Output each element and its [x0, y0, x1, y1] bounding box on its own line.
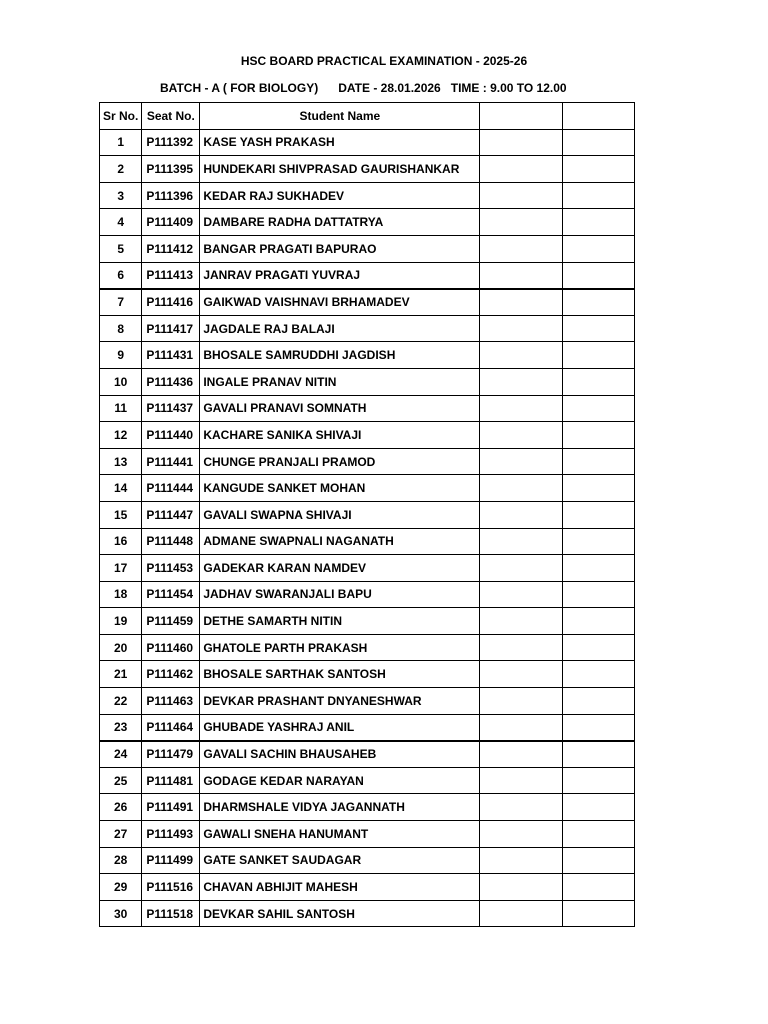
seat-no-cell: P111413	[142, 262, 200, 289]
student-name-cell: KANGUDE SANKET MOHAN	[200, 475, 480, 502]
header-blank-1	[480, 103, 563, 130]
table-row	[100, 794, 635, 821]
blank-cell-1	[480, 156, 563, 183]
blank-cell-1	[480, 608, 563, 635]
seat-no-cell: P111462	[142, 661, 200, 688]
sr-no-cell: 24	[100, 741, 142, 768]
blank-cell-2	[563, 688, 635, 715]
seat-no-cell: P111437	[142, 395, 200, 422]
blank-cell-1	[480, 289, 563, 316]
table-row	[100, 528, 635, 555]
table-row	[100, 395, 635, 422]
table-header-row	[100, 103, 635, 130]
sr-no-cell: 26	[100, 794, 142, 821]
sr-no-cell: 28	[100, 847, 142, 874]
student-name-cell: INGALE PRANAV NITIN	[200, 368, 480, 395]
blank-cell-1	[480, 448, 563, 475]
seat-no-cell: P111441	[142, 448, 200, 475]
blank-cell-2	[563, 741, 635, 768]
blank-cell-2	[563, 501, 635, 528]
sr-no-cell: 21	[100, 661, 142, 688]
blank-cell-1	[480, 262, 563, 289]
seat-no-cell: P111431	[142, 342, 200, 369]
sr-no-cell: 8	[100, 315, 142, 342]
table-row	[100, 422, 635, 449]
student-name-cell: KASE YASH PRAKASH	[200, 129, 480, 156]
seat-no-cell: P111436	[142, 368, 200, 395]
sr-no-cell: 22	[100, 688, 142, 715]
student-name-cell: DETHE SAMARTH NITIN	[200, 608, 480, 635]
student-name-cell: KACHARE SANIKA SHIVAJI	[200, 422, 480, 449]
blank-cell-1	[480, 475, 563, 502]
table-row	[100, 129, 635, 156]
blank-cell-1	[480, 315, 563, 342]
sr-no-cell: 3	[100, 182, 142, 209]
seat-no-cell: P111463	[142, 688, 200, 715]
seat-no-cell: P111454	[142, 581, 200, 608]
blank-cell-2	[563, 262, 635, 289]
seat-no-cell: P111444	[142, 475, 200, 502]
seat-no-cell: P111518	[142, 900, 200, 927]
student-name-cell: DEVKAR PRASHANT DNYANESHWAR	[200, 688, 480, 715]
seat-no-cell: P111396	[142, 182, 200, 209]
table-row	[100, 741, 635, 768]
blank-cell-1	[480, 395, 563, 422]
student-name-cell: JADHAV SWARANJALI BAPU	[200, 581, 480, 608]
sr-no-cell: 16	[100, 528, 142, 555]
seat-no-cell: P111416	[142, 289, 200, 316]
blank-cell-1	[480, 235, 563, 262]
document-title: HSC BOARD PRACTICAL EXAMINATION - 2025-26	[240, 54, 528, 68]
table-row	[100, 767, 635, 794]
blank-cell-2	[563, 528, 635, 555]
header-seat-no: Seat No.	[142, 103, 200, 130]
student-name-cell: HUNDEKARI SHIVPRASAD GAURISHANKAR	[200, 156, 480, 183]
seat-no-cell: P111481	[142, 767, 200, 794]
student-name-cell: GAIKWAD VAISHNAVI BRHAMADEV	[200, 289, 480, 316]
blank-cell-1	[480, 501, 563, 528]
table-row	[100, 714, 635, 741]
table-row	[100, 501, 635, 528]
student-name-cell: DEVKAR SAHIL SANTOSH	[200, 900, 480, 927]
sr-no-cell: 25	[100, 767, 142, 794]
blank-cell-1	[480, 688, 563, 715]
seat-no-cell: P111448	[142, 528, 200, 555]
student-name-cell: GAVALI SACHIN BHAUSAHEB	[200, 741, 480, 768]
batch-info-line	[160, 81, 567, 95]
table-row	[100, 661, 635, 688]
seat-no-cell: P111459	[142, 608, 200, 635]
student-name-cell: CHAVAN ABHIJIT MAHESH	[200, 874, 480, 901]
blank-cell-2	[563, 368, 635, 395]
student-name-cell: JANRAV PRAGATI YUVRAJ	[200, 262, 480, 289]
blank-cell-2	[563, 555, 635, 582]
table-row	[100, 634, 635, 661]
table-row	[100, 847, 635, 874]
seat-no-cell: P111409	[142, 209, 200, 236]
table-row	[100, 581, 635, 608]
table-row	[100, 555, 635, 582]
student-name-cell: GADEKAR KARAN NAMDEV	[200, 555, 480, 582]
student-name-cell: JAGDALE RAJ BALAJI	[200, 315, 480, 342]
blank-cell-1	[480, 741, 563, 768]
student-name-cell: GAVALI SWAPNA SHIVAJI	[200, 501, 480, 528]
blank-cell-2	[563, 129, 635, 156]
sr-no-cell: 15	[100, 501, 142, 528]
blank-cell-1	[480, 661, 563, 688]
sr-no-cell: 14	[100, 475, 142, 502]
table-body	[100, 129, 635, 927]
sr-no-cell: 29	[100, 874, 142, 901]
student-name-cell: GHATOLE PARTH PRAKASH	[200, 634, 480, 661]
student-name-cell: BHOSALE SARTHAK SANTOSH	[200, 661, 480, 688]
seat-no-cell: P111493	[142, 821, 200, 848]
sr-no-cell: 12	[100, 422, 142, 449]
blank-cell-2	[563, 209, 635, 236]
date-label: DATE - 28.01.2026	[338, 81, 441, 95]
blank-cell-1	[480, 182, 563, 209]
blank-cell-1	[480, 581, 563, 608]
table-row	[100, 289, 635, 316]
blank-cell-1	[480, 714, 563, 741]
student-name-cell: CHUNGE PRANJALI PRAMOD	[200, 448, 480, 475]
seat-no-cell: P111460	[142, 634, 200, 661]
blank-cell-2	[563, 874, 635, 901]
blank-cell-2	[563, 342, 635, 369]
blank-cell-2	[563, 289, 635, 316]
blank-cell-1	[480, 555, 563, 582]
student-name-cell: GAVALI PRANAVI SOMNATH	[200, 395, 480, 422]
blank-cell-2	[563, 661, 635, 688]
blank-cell-1	[480, 634, 563, 661]
blank-cell-2	[563, 847, 635, 874]
header-sr-no: Sr No.	[100, 103, 142, 130]
sr-no-cell: 30	[100, 900, 142, 927]
sr-no-cell: 27	[100, 821, 142, 848]
blank-cell-2	[563, 900, 635, 927]
student-name-cell: KEDAR RAJ SUKHADEV	[200, 182, 480, 209]
table-row	[100, 821, 635, 848]
student-name-cell: BHOSALE SAMRUDDHI JAGDISH	[200, 342, 480, 369]
blank-cell-1	[480, 767, 563, 794]
sr-no-cell: 5	[100, 235, 142, 262]
seat-no-cell: P111440	[142, 422, 200, 449]
sr-no-cell: 17	[100, 555, 142, 582]
blank-cell-2	[563, 422, 635, 449]
blank-cell-2	[563, 315, 635, 342]
sr-no-cell: 6	[100, 262, 142, 289]
seat-no-cell: P111491	[142, 794, 200, 821]
student-name-cell: DAMBARE RADHA DATTATRYA	[200, 209, 480, 236]
student-name-cell: GHUBADE YASHRAJ ANIL	[200, 714, 480, 741]
seat-no-cell: P111479	[142, 741, 200, 768]
time-label: TIME : 9.00 TO 12.00	[450, 81, 567, 95]
sr-no-cell: 1	[100, 129, 142, 156]
blank-cell-1	[480, 874, 563, 901]
blank-cell-1	[480, 129, 563, 156]
blank-cell-2	[563, 821, 635, 848]
seat-no-cell: P111464	[142, 714, 200, 741]
seat-no-cell: P111412	[142, 235, 200, 262]
seat-no-cell: P111392	[142, 129, 200, 156]
sr-no-cell: 10	[100, 368, 142, 395]
blank-cell-1	[480, 528, 563, 555]
table-row	[100, 368, 635, 395]
blank-cell-2	[563, 448, 635, 475]
seat-no-cell: P111453	[142, 555, 200, 582]
sr-no-cell: 2	[100, 156, 142, 183]
student-name-cell: GODAGE KEDAR NARAYAN	[200, 767, 480, 794]
table-row	[100, 475, 635, 502]
blank-cell-2	[563, 475, 635, 502]
blank-cell-1	[480, 342, 563, 369]
table-row	[100, 874, 635, 901]
student-name-cell: ADMANE SWAPNALI NAGANATH	[200, 528, 480, 555]
blank-cell-1	[480, 821, 563, 848]
student-name-cell: GAWALI SNEHA HANUMANT	[200, 821, 480, 848]
blank-cell-2	[563, 794, 635, 821]
seat-no-cell: P111395	[142, 156, 200, 183]
sr-no-cell: 13	[100, 448, 142, 475]
blank-cell-1	[480, 368, 563, 395]
sr-no-cell: 4	[100, 209, 142, 236]
blank-cell-1	[480, 900, 563, 927]
table-row	[100, 156, 635, 183]
sr-no-cell: 23	[100, 714, 142, 741]
blank-cell-2	[563, 634, 635, 661]
table-row	[100, 209, 635, 236]
blank-cell-2	[563, 608, 635, 635]
table-row	[100, 315, 635, 342]
seat-no-cell: P111499	[142, 847, 200, 874]
table-row	[100, 342, 635, 369]
header-student-name: Student Name	[200, 103, 480, 130]
blank-cell-2	[563, 156, 635, 183]
sr-no-cell: 20	[100, 634, 142, 661]
table-row	[100, 448, 635, 475]
blank-cell-2	[563, 714, 635, 741]
table-row	[100, 688, 635, 715]
blank-cell-2	[563, 182, 635, 209]
blank-cell-2	[563, 767, 635, 794]
table-row	[100, 235, 635, 262]
seat-no-cell: P111417	[142, 315, 200, 342]
student-list-table	[99, 102, 635, 927]
blank-cell-2	[563, 235, 635, 262]
blank-cell-1	[480, 209, 563, 236]
blank-cell-2	[563, 395, 635, 422]
table-row	[100, 182, 635, 209]
student-name-cell: GATE SANKET SAUDAGAR	[200, 847, 480, 874]
seat-no-cell: P111516	[142, 874, 200, 901]
student-name-cell: BANGAR PRAGATI BAPURAO	[200, 235, 480, 262]
sr-no-cell: 9	[100, 342, 142, 369]
header-blank-2	[563, 103, 635, 130]
table-row	[100, 608, 635, 635]
batch-label: BATCH - A ( FOR BIOLOGY)	[160, 81, 319, 95]
table-row	[100, 262, 635, 289]
blank-cell-1	[480, 847, 563, 874]
table-row	[100, 900, 635, 927]
sr-no-cell: 11	[100, 395, 142, 422]
blank-cell-1	[480, 794, 563, 821]
sr-no-cell: 7	[100, 289, 142, 316]
sr-no-cell: 18	[100, 581, 142, 608]
student-name-cell: DHARMSHALE VIDYA JAGANNATH	[200, 794, 480, 821]
blank-cell-2	[563, 581, 635, 608]
seat-no-cell: P111447	[142, 501, 200, 528]
blank-cell-1	[480, 422, 563, 449]
sr-no-cell: 19	[100, 608, 142, 635]
